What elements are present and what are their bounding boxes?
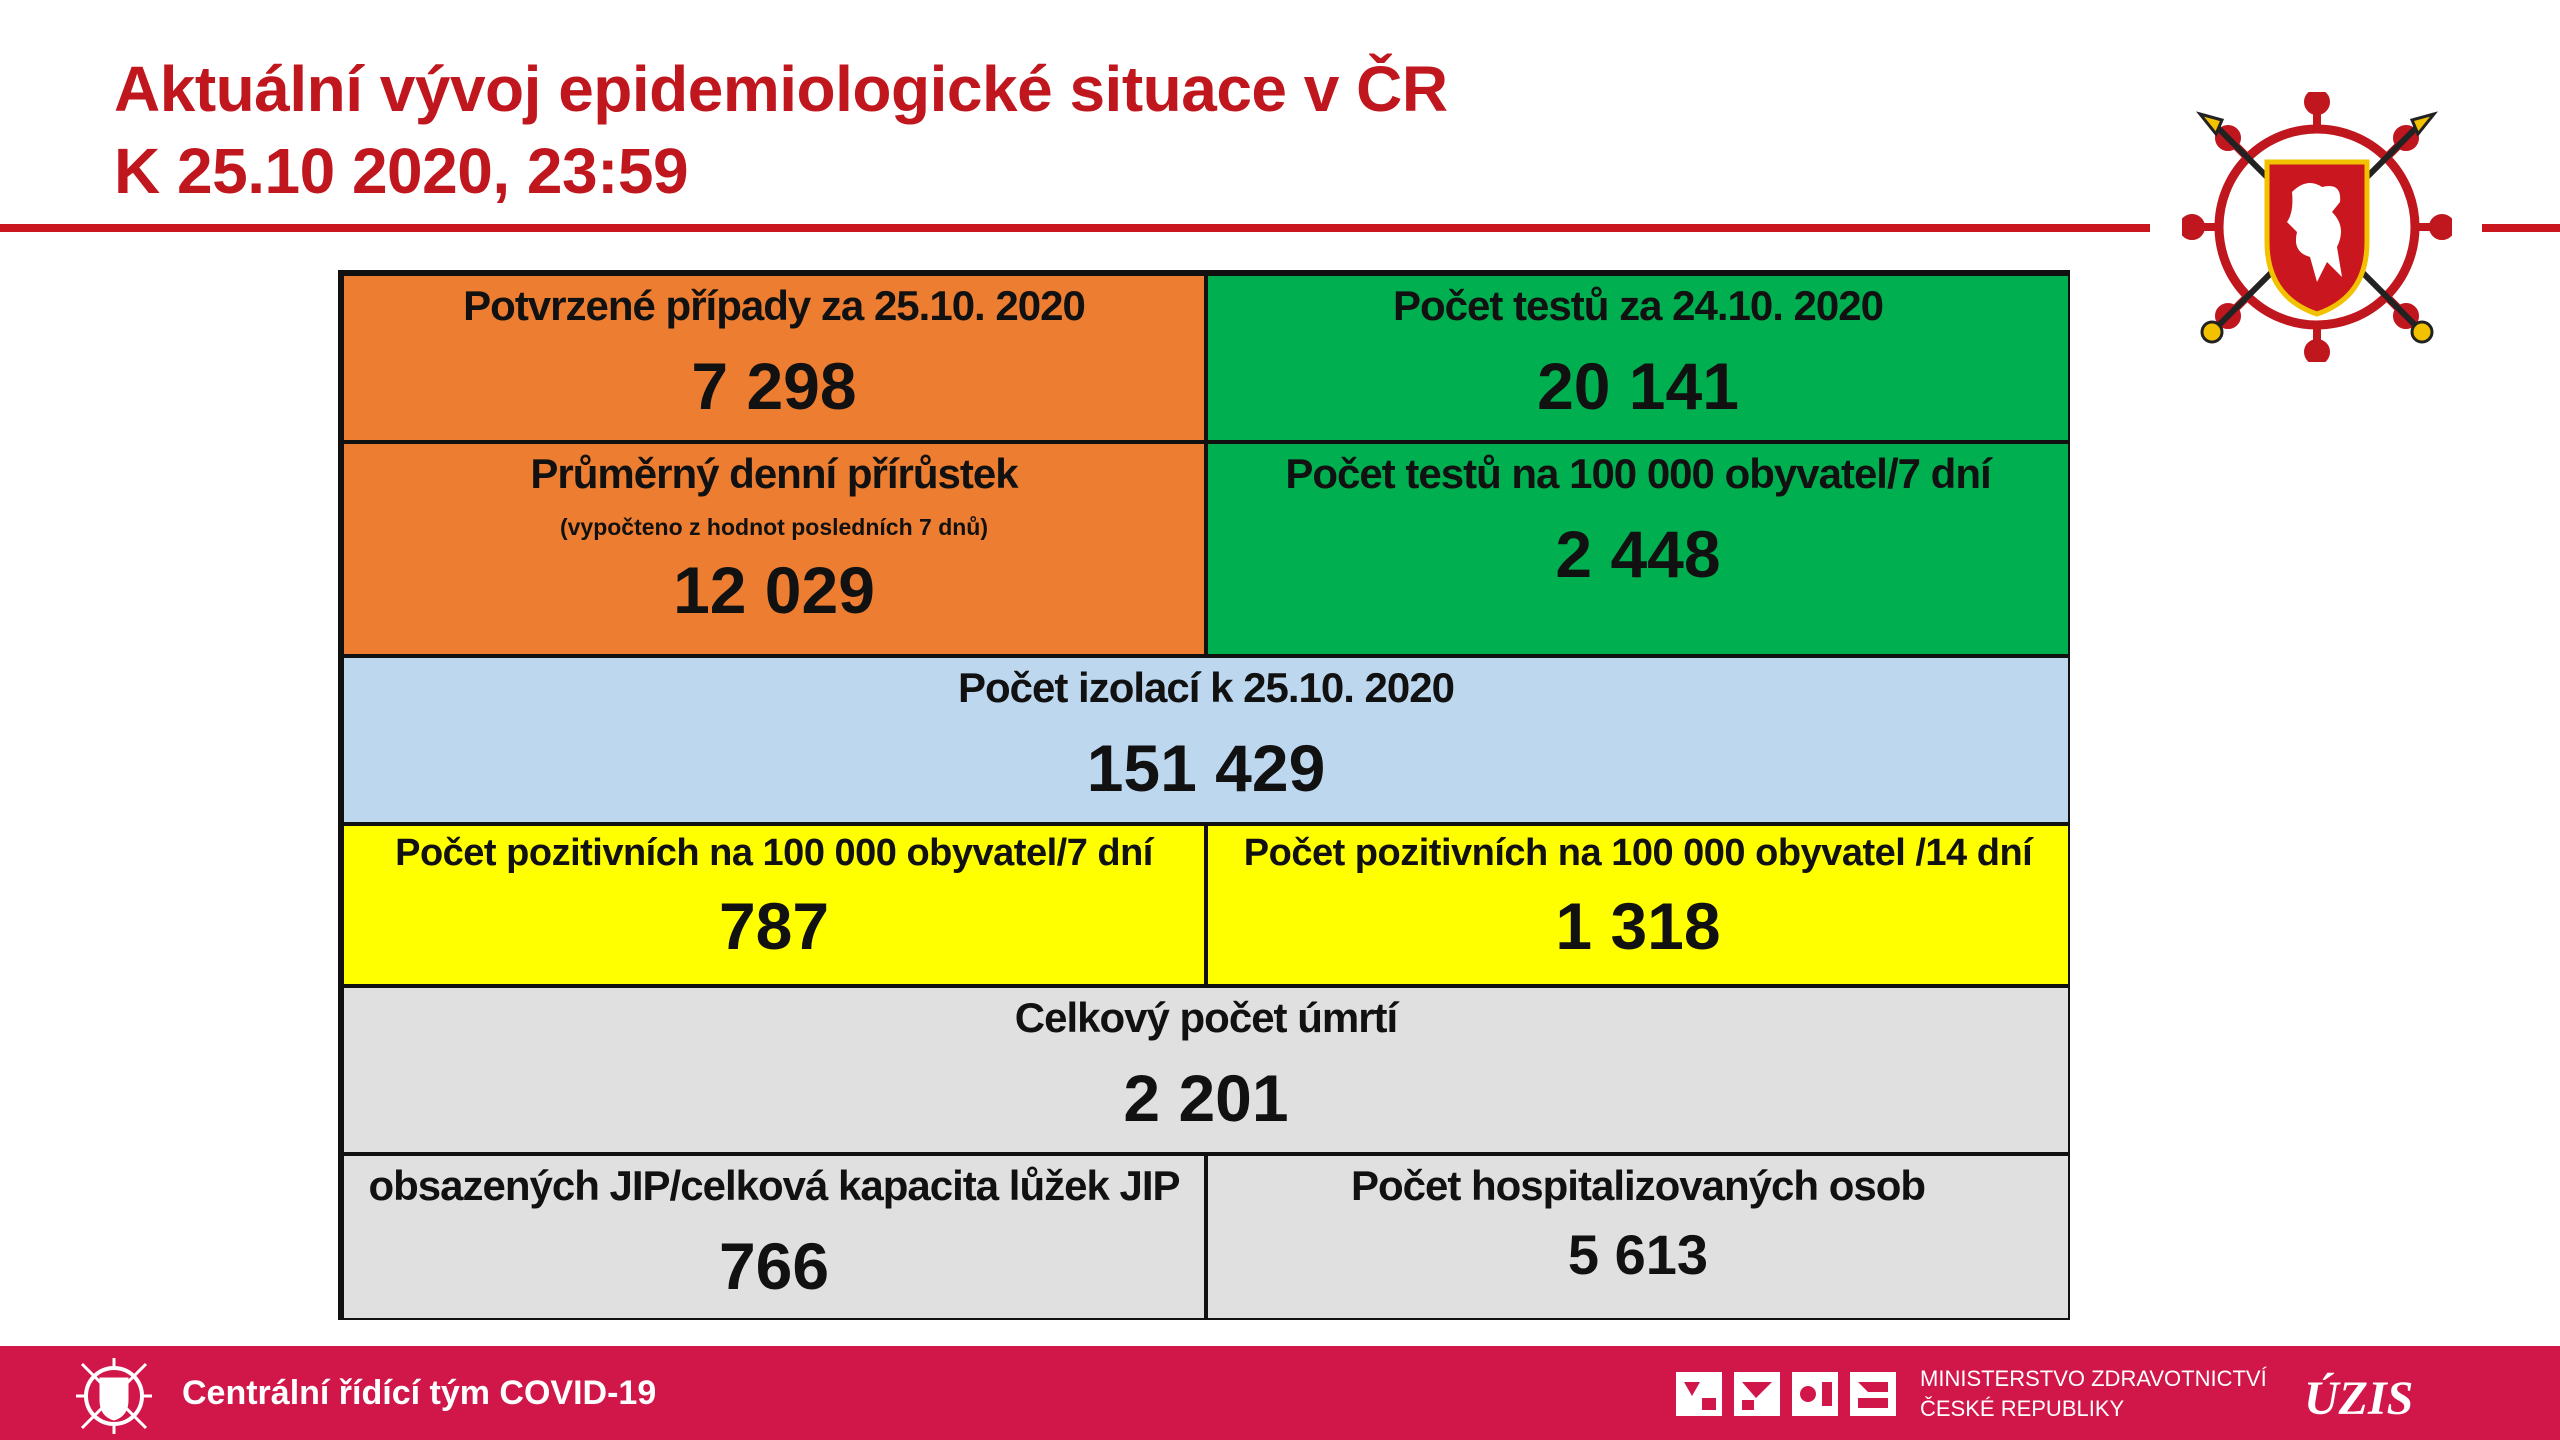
coat-of-arms-emblem-icon — [2182, 92, 2452, 362]
ministry-name-line-1: MINISTERSTVO ZDRAVOTNICTVÍ — [1920, 1366, 2267, 1391]
tests-value: 20 141 — [1537, 349, 1739, 423]
confirmed-cases-value: 7 298 — [691, 349, 857, 423]
positive-14-days-value: 1 318 — [1555, 889, 1721, 963]
ministry-name-line-2: ČESKÉ REPUBLIKY — [1920, 1396, 2125, 1421]
cell-positive-14-days — [1206, 824, 2070, 986]
cell-tests — [1206, 274, 2070, 442]
cell-isolations — [342, 656, 2070, 824]
average-growth-value: 12 029 — [673, 553, 875, 627]
average-growth-note: (vypočteno z hodnot posledních 7 dnů) — [559, 514, 989, 540]
cell-confirmed-cases — [342, 274, 1206, 442]
icu-capacity-value: 766 — [718, 1229, 830, 1303]
cell-tests-per-100k — [1206, 442, 2070, 656]
positive-14-days-label: Počet pozitivních na 100 000 obyvatel /14 dní — [1243, 832, 2033, 874]
cell-positive-7-days — [342, 824, 1206, 986]
cell-total-deaths — [342, 986, 2070, 1154]
positive-7-days-label: Počet pozitivních na 100 000 obyvatel/7 dní — [395, 832, 1153, 874]
statistics-table — [338, 270, 2070, 1320]
ministry-name — [1920, 1364, 2267, 1424]
cell-icu-capacity — [342, 1154, 1206, 1320]
positive-7-days-value: 787 — [718, 889, 830, 963]
footer-bar — [0, 1346, 2560, 1440]
cell-hospitalized — [1206, 1154, 2070, 1320]
footer-team-name: Centrální řídící tým COVID-19 — [182, 1374, 657, 1412]
header-rule-left — [0, 224, 2150, 232]
ministry-logo-icon — [1676, 1368, 1896, 1420]
tests-per-100k-label: Počet testů na 100 000 obyvatel/7 dní — [1285, 450, 1991, 497]
cell-average-growth — [342, 442, 1206, 656]
average-growth-label: Průměrný denní přírůstek — [530, 450, 1018, 497]
footer-emblem-icon — [72, 1354, 156, 1438]
confirmed-cases-label: Potvrzené případy za 25.10. 2020 — [463, 282, 1085, 329]
isolations-label: Počet izolací k 25.10. 2020 — [958, 664, 1454, 711]
icu-capacity-label: obsazených JIP/celková kapacita lůžek JIP — [368, 1162, 1180, 1209]
uzis-logo-icon — [2300, 1354, 2420, 1434]
header-rule-right — [2482, 224, 2560, 232]
total-deaths-value: 2 201 — [1123, 1061, 1289, 1135]
title-line-2: K 25.10 2020, 23:59 — [114, 135, 689, 207]
title-line-1: Aktuální vývoj epidemiologické situace v ČR — [114, 53, 1448, 125]
isolations-value: 151 429 — [1086, 731, 1326, 805]
tests-per-100k-value: 2 448 — [1555, 517, 1721, 591]
hospitalized-value: 5 613 — [1567, 1223, 1709, 1286]
uzis-logo-text: ÚZIS — [2304, 1372, 2414, 1425]
total-deaths-label: Celkový počet úmrtí — [1014, 994, 1398, 1041]
hospitalized-label: Počet hospitalizovaných osob — [1350, 1162, 1926, 1209]
tests-label: Počet testů za 24.10. 2020 — [1393, 282, 1883, 329]
page-title — [114, 48, 1448, 212]
